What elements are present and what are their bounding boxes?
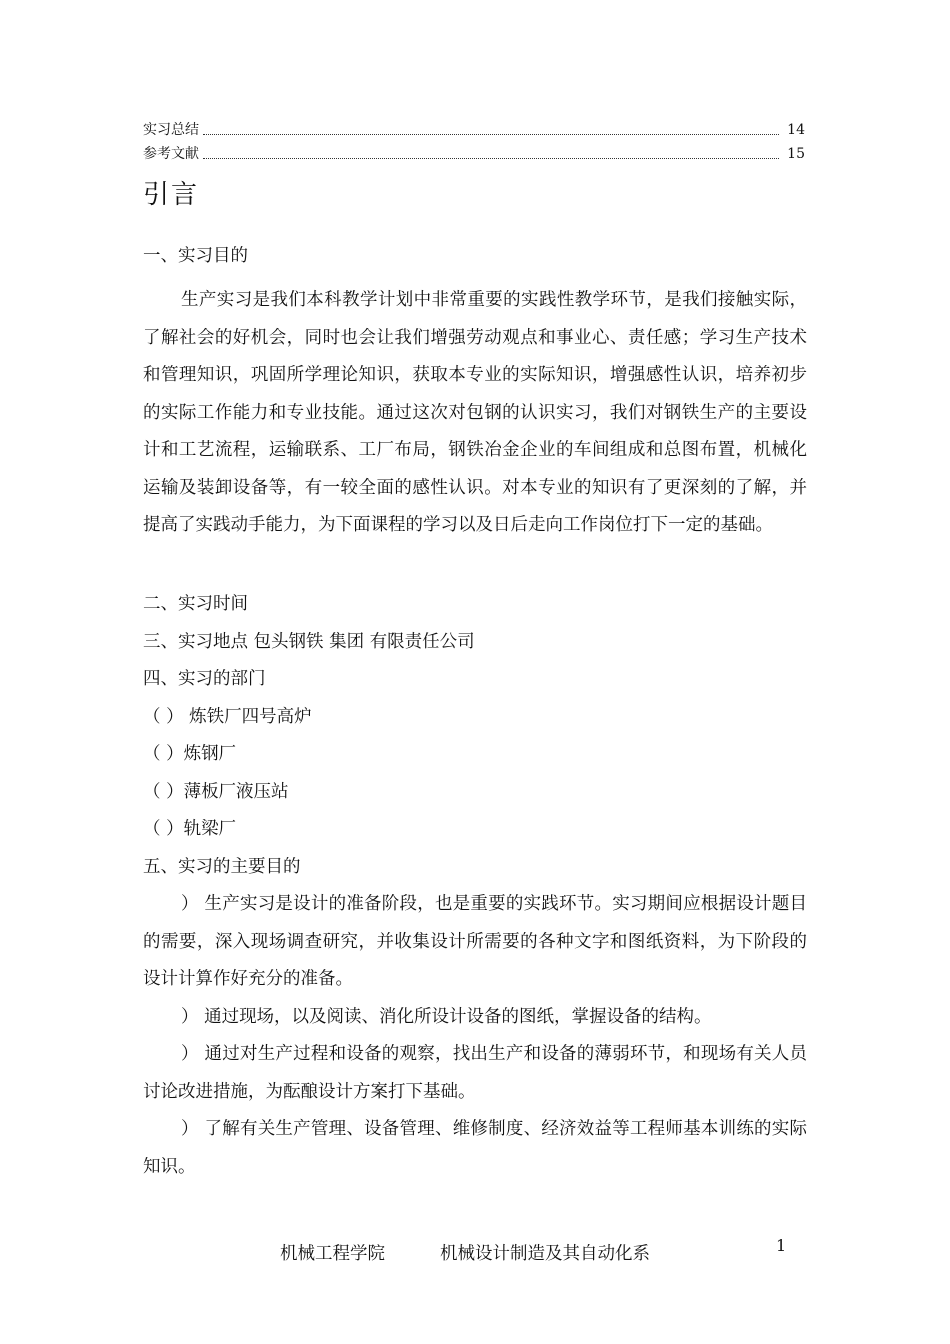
paragraph: 生产实习是我们本科教学计划中非常重要的实践性教学环节，是我们接触实际，了解社会的好机会，同时也会让我们增强劳动观点和事业心、责任感；学习生产技术和管理知识，巩固所学理论知识，获取本专业的实际知识，增强感性认识，培养初步的实际工作能力和专业技能。通过这次对包钢的认识实习，我们对钢铁生产的主要设计和工艺流程，运输联系、工厂布局，钢铁冶金企业的车间组成和总图布置，机械化运输及装卸设备等，有一较全面的感性认识。对本专业的知识有了更深刻的了解，并提高了实践动手能力，为下面课程的学习以及日后走向工作岗位打下一定的基础。 xyxy=(143,290,807,535)
list-item: （ ） 炼铁厂四号高炉 xyxy=(143,706,312,727)
list-item: （ ）炼钢厂 xyxy=(143,744,237,764)
section-heading: 三、实习地点 包头钢铁 集团 有限责任公司 xyxy=(143,631,475,652)
toc-entry[interactable] xyxy=(143,116,805,140)
page-title: 引言 xyxy=(143,180,200,210)
section-heading: 四、实习的部门 xyxy=(143,669,266,689)
list-item: ） 通过对生产过程和设备的观察，找出生产和设备的薄弱环节，和现场有关人员讨论改进措施，为酝酿设计方案打下基础。 xyxy=(143,1044,807,1102)
section-5-body xyxy=(143,886,807,1186)
list-item: ） 了解有关生产管理、设备管理、维修制度、经济效益等工程师基本训练的实际知识。 xyxy=(143,1119,807,1177)
section-heading: 五、实习的主要目的 xyxy=(143,856,301,877)
section-heading: 一、实习目的 xyxy=(143,246,248,266)
list-item: （ ）轨梁厂 xyxy=(143,819,237,839)
toc-leader-dots xyxy=(203,133,779,135)
toc-label: 参考文献 xyxy=(143,146,199,162)
page-number: 1 xyxy=(776,1236,787,1255)
list-item: （ ）薄板厂液压站 xyxy=(143,781,289,802)
page-footer xyxy=(0,1236,950,1266)
toc-entry[interactable] xyxy=(143,140,805,164)
section-1 xyxy=(143,238,807,276)
footer-department: 机械设计制造及其自动化系 xyxy=(440,1244,650,1264)
list-item: ） 生产实习是设计的准备阶段，也是重要的实践环节。实习期间应根据设计题目的需要，深入现场调查研究，并收集设计所需要的各种文字和图纸资料，为下阶段的设计计算作好充分的准备。 xyxy=(143,894,807,989)
footer-school: 机械工程学院 xyxy=(280,1244,385,1264)
toc-page-number: 15 xyxy=(787,146,805,162)
section-heading: 二、实习时间 xyxy=(143,594,248,614)
toc-label: 实习总结 xyxy=(143,122,199,138)
toc-leader-dots xyxy=(203,157,779,159)
list-item: ） 通过现场，以及阅读、消化所设计设备的图纸，掌握设备的结构。 xyxy=(181,1006,712,1027)
section-1-body xyxy=(143,282,807,545)
toc-page-number: 14 xyxy=(787,122,805,138)
section-list xyxy=(143,586,807,886)
